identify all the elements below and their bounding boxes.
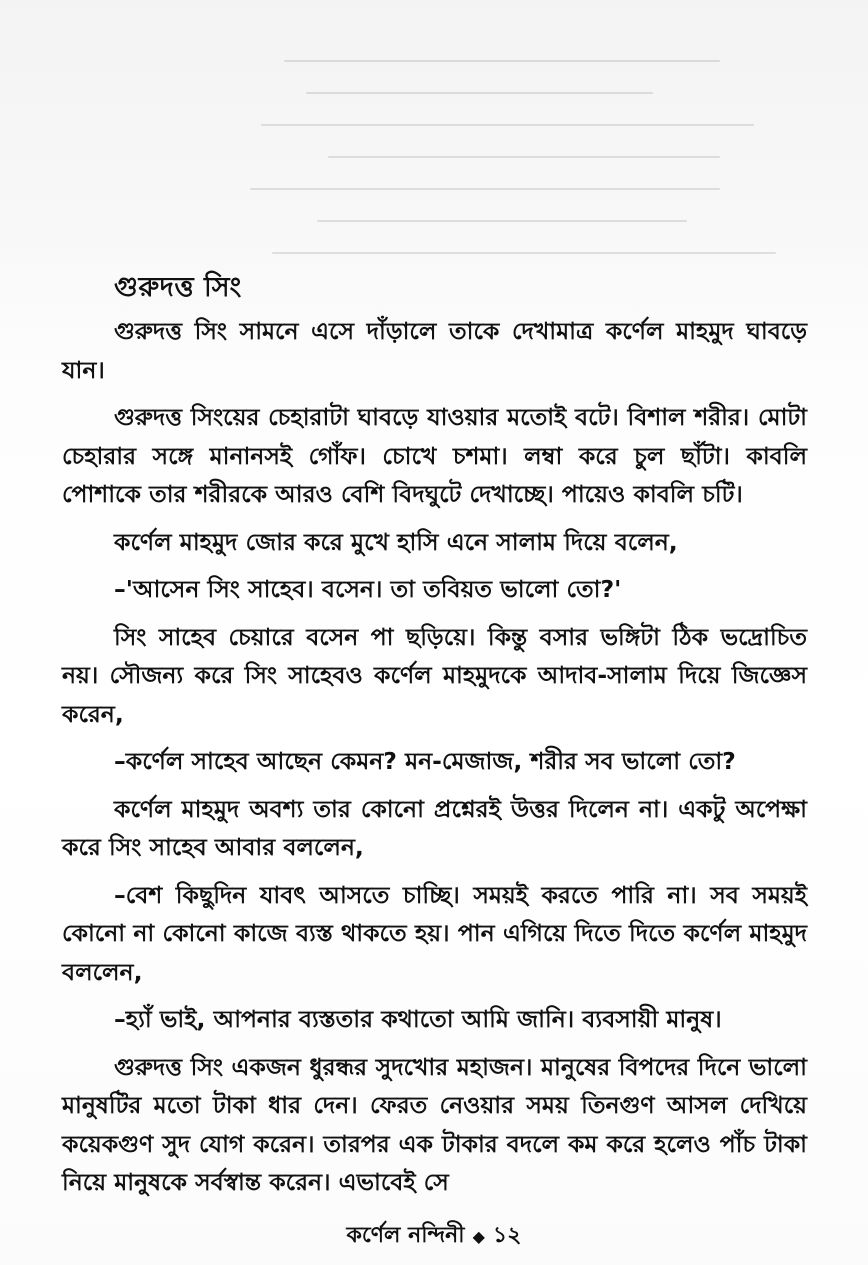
paragraph: সিং সাহেব চেয়ারে বসেন পা ছড়িয়ে। কিন্তু বসার ভঙ্গিটা ঠিক ভদ্রোচিত নয়। সৌজন্য করে সিং সাহেবও কর্ণেল মাহমুদকে আদাব-সালাম দিয়ে জিজ্ঞেস করেন, [62, 622, 807, 728]
paragraph: গুরুদত্ত সিং একজন ধুরন্ধর সুদখোর মহাজন। মানুষের বিপদের দিনে ভালো মানুষটির মতো টাকা ধার দেন। ফেরত নেওয়ার সময় তিনগুণ আসল দেখিয়ে কয়েকগুণ সুদ যোগ করেন। তারপর এক টাকার বদলে কম করে হলেও পাঁচ টাকা নিয়ে মানুষকে সর্বস্বান্ত করেন। এভাবেই সে [62, 1052, 807, 1196]
paragraph: গুরুদত্ত সিং সামনে এসে দাঁড়ালে তাকে দেখামাত্র কর্ণেল মাহমুদ ঘাবড়ে যান। [62, 317, 807, 384]
paragraph: গুরুদত্ত সিংয়ের চেহারাটা ঘাবড়ে যাওয়ার মতোই বটে। বিশাল শরীর। মোটা চেহারার সঙ্গে মানানসই গোঁফ। চোখে চশমা। লম্বা করে চুল ছাঁটা। কাবলি পোশাকে তার শরীরকে আরও বেশি বিদঘুটে দেখাচ্ছে। পায়েও কাবলি চটি। [62, 403, 807, 508]
paragraph: কর্ণেল মাহমুদ জোর করে মুখে হাসি এনে সালাম দিয়ে বলেন, [114, 527, 678, 556]
page-number: ১২ [492, 1223, 522, 1248]
book-title: কর্ণেল নন্দিনী [346, 1223, 465, 1248]
dialogue-line: –কর্ণেল সাহেব আছেন কেমন? মন-মেজাজ, শরীর সব ভালো তো? [114, 747, 736, 775]
page-body [62, 268, 807, 1211]
paragraph: কর্ণেল মাহমুদ অবশ্য তার কোনো প্রশ্নেরই উত্তর দিলেন না। একটু অপেক্ষা করে সিং সাহেব আবার বললেন, [62, 794, 807, 861]
diamond-separator-icon: ◆ [472, 1227, 485, 1246]
section-heading: গুরুদত্ত সিং [114, 272, 242, 303]
dialogue-line: –হ্যাঁ ভাই, আপনার ব্যস্ততার কথাতো আমি জানি। ব্যবসায়ী মানুষ। [114, 1005, 722, 1033]
dialogue-line: –বেশ কিছুদিন যাবৎ আসতে চাচ্ছি। সময়ই করতে পারি না। সব সময়ই কোনো না কোনো কাজে ব্যস্ত থাকতে হয়। পান এগিয়ে দিতে দিতে কর্ণেল মাহমুদ বললেন, [62, 880, 807, 986]
dialogue-line: –'আসেন সিং সাহেব। বসেন। তা তবিয়ত ভালো তো?' [114, 575, 622, 603]
page-footer [0, 1218, 868, 1255]
